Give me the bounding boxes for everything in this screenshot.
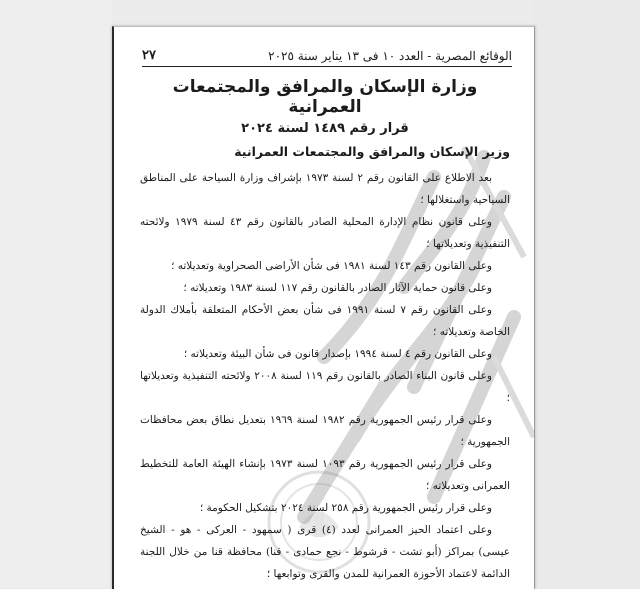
document-page[interactable] [112, 26, 535, 589]
page-number: ٢٧ [142, 48, 156, 63]
paragraph: وعلى قرار رئيس الجمهورية رقم ١٩٨٢ لسنة ١٩٦٩ بتعديل نطاق بعض محافظات الجمهورية ؛ [140, 414, 510, 448]
ministry-title: وزارة الإسكان والمرافق والمجتمعات العمرانية [172, 77, 478, 117]
paragraph: وعلى قرار رئيس الجمهورية رقم ٢٥٨ لسنة ٢٠٢٤ بتشكيل الحكومة ؛ [199, 502, 492, 514]
paragraph: وعلى قانون حماية الآثار الصادر بالقانون رقم ١١٧ لسنة ١٩٨٣ وتعديلاته ؛ [183, 282, 492, 294]
decree-title: قرار رقم ١٤٨٩ لسنة ٢٠٢٤ [241, 121, 409, 136]
page-header [142, 43, 512, 67]
paragraph: وعلى قرار رئيس الجمهورية رقم ١٠٩٣ لسنة ١٩٧٣ بإنشاء الهيئة العامة للتخطيط العمرانى وتعديلاته ؛ [140, 458, 510, 492]
paragraph: بعد الاطلاع على القانون رقم ٢ لسنة ١٩٧٣ بإشراف وزارة السياحة على المناطق السياحية واستغلالها ؛ [140, 172, 510, 206]
paragraph: وعلى قانون نظام الإدارة المحلية الصادر بالقانون رقم ٤٣ لسنة ١٩٧٩ ولائحته التنفيذية وتعديلاتها ؛ [140, 216, 510, 250]
minister-heading: وزير الإسكان والمرافق والمجتمعات العمرانية [234, 144, 510, 159]
paragraph: وعلى القانون رقم ٧ لسنة ١٩٩١ فى شأن بعض الأحكام المتعلقة بأملاك الدولة الخاصة وتعديلاته ؛ [140, 304, 510, 338]
viewer-left-margin [0, 0, 112, 588]
paragraph: وعلى القانون رقم ٤ لسنة ١٩٩٤ بإصدار قانون فى شأن البيئة وتعديلاته ؛ [183, 348, 492, 360]
publication-line: الوقائع المصرية - العدد ١٠ فى ١٣ يناير سنة ٢٠٢٥ [268, 49, 512, 63]
paragraph: وعلى اعتماد الحيز العمرانى لعدد (٤) قرى ( سمهود - العركى - هو - الشيخ عيسى) بمراكز (أبو تشت - قرشوط - نجع حمادى - قنا) محافظة قنا من خلال اللجنة الدائمة لاعتماد الأحوزة العمرانية للمدن والقرى وتوابعها ؛ [140, 524, 510, 580]
paragraph: وعلى قانون البناء الصادر بالقانون رقم ١١٩ لسنة ٢٠٠٨ ولائحته التنفيذية وتعديلاتها ؛ [140, 370, 510, 404]
document-body [140, 77, 510, 585]
viewer-right-margin [532, 0, 640, 588]
paragraph: وعلى القانون رقم ١٤٣ لسنة ١٩٨١ فى شأن الأراضى الصحراوية وتعديلاته ؛ [171, 260, 492, 272]
